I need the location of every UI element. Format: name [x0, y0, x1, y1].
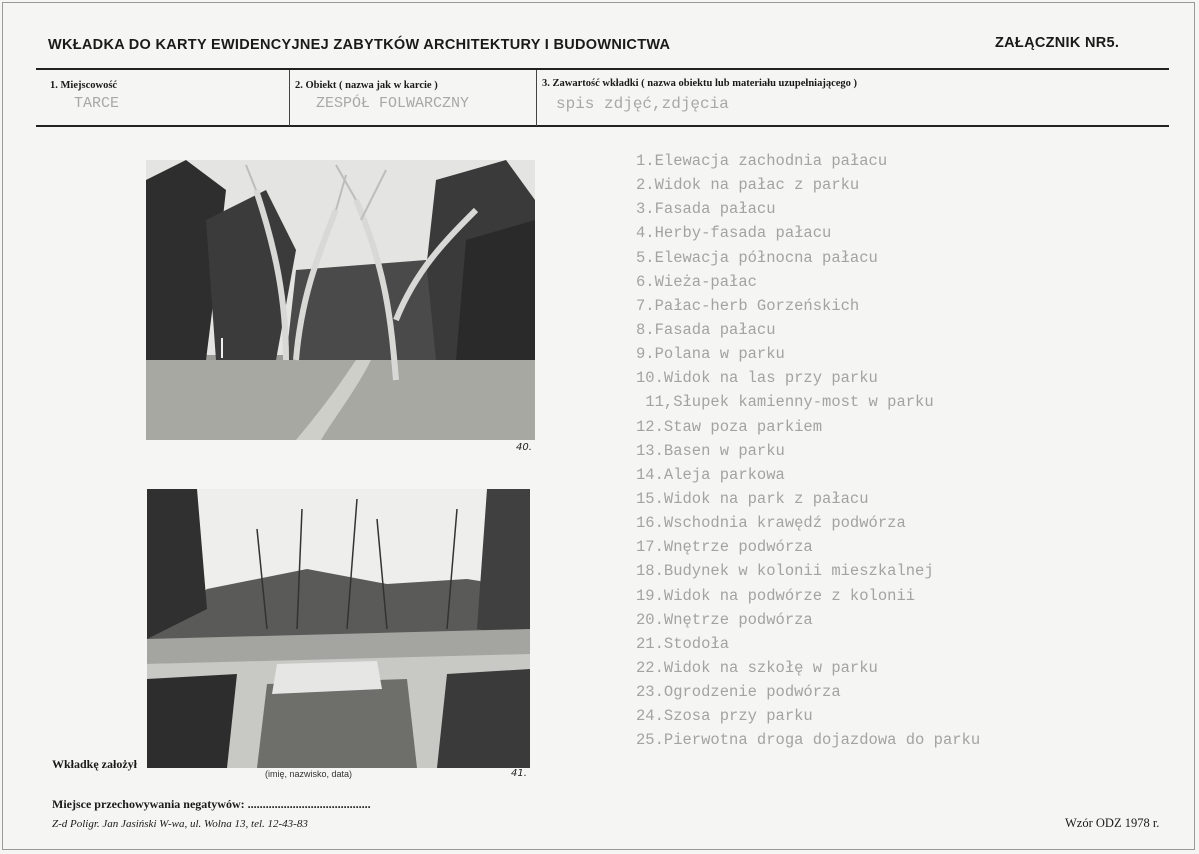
list-item: 5.Elewacja północna pałacu: [636, 248, 878, 267]
list-item: 18.Budynek w kolonii mieszkalnej: [636, 562, 934, 581]
list-item: 6.Wieża-pałac: [636, 272, 757, 291]
photo-park-pond: [147, 489, 530, 768]
field-divider-2: [536, 70, 537, 126]
list-item: 25.Pierwotna droga dojazdowa do parku: [636, 731, 981, 750]
list-item: 13.Basen w parku: [636, 441, 785, 460]
list-item: 23.Ogrodzenie podwórza: [636, 683, 841, 702]
photo-park-path: [146, 160, 535, 440]
object-label: 2. Obiekt ( nazwa jak w karcie ): [295, 80, 438, 91]
photo2-number: 41.: [511, 768, 527, 779]
list-item: 4.Herby-fasada pałacu: [636, 224, 832, 243]
list-item: 21.Stodoła: [636, 634, 730, 653]
list-item: 22.Widok na szkołę w parku: [636, 658, 878, 677]
list-item: 7.Pałac-herb Gorzeńskich: [636, 296, 860, 315]
list-item: 3.Fasada pałacu: [636, 200, 776, 219]
locality-value: TARCE: [74, 95, 120, 112]
locality-label: 1. Miejscowość: [50, 80, 118, 91]
list-item: 10.Widok na las przy parku: [636, 369, 878, 388]
content-label: 3. Zawartość wkładki ( nazwa obiektu lub materiału uzupełniającego ): [542, 78, 858, 89]
annex-number: ZAŁĄCZNIK NR5.: [995, 35, 1120, 51]
list-item: 1.Elewacja zachodnia pałacu: [636, 152, 888, 170]
field-divider-1: [289, 70, 290, 126]
list-item: 12.Staw poza parkiem: [636, 417, 823, 436]
object-value: ZESPÓŁ FOLWARCZNY: [316, 95, 470, 112]
form-model: Wzór ODZ 1978 r.: [1065, 816, 1160, 830]
photo-list: [636, 149, 980, 753]
photo1-number: 40.: [516, 442, 532, 453]
document-title: WKŁADKA DO KARTY EWIDENCYJNEJ ZABYTKÓW ARCHITEKTURY I BUDOWNICTWA: [48, 37, 671, 53]
header-bottom-rule: [36, 125, 1169, 127]
list-item: 20.Wnętrze podwórza: [636, 610, 813, 629]
list-item: 19.Widok na podwórze z kolonii: [636, 586, 916, 605]
list-item: 16.Wschodnia krawędź podwórza: [636, 514, 906, 533]
inserted-by-caption: (imię, nazwisko, data): [265, 769, 353, 779]
negatives-location: Miejsce przechowywania negatywów: .........................................: [52, 797, 371, 811]
list-item: 17.Wnętrze podwórza: [636, 538, 813, 557]
list-item: 11,Słupek kamienny-most w parku: [636, 393, 934, 412]
list-item: 24.Szosa przy parku: [636, 707, 813, 726]
header-top-rule: [36, 68, 1169, 70]
list-item: 15.Widok na park z pałacu: [636, 489, 869, 508]
list-item: 9.Polana w parku: [636, 345, 785, 364]
inserted-by-label: Wkładkę założył: [52, 757, 138, 771]
printer-info: Z-d Poligr. Jan Jasiński W-wa, ul. Wolna 13, tel. 12-43-83: [52, 818, 308, 830]
list-item: 14.Aleja parkowa: [636, 465, 785, 484]
list-item: 2.Widok na pałac z parku: [636, 176, 860, 195]
content-value: spis zdjęć,zdjęcia: [556, 95, 729, 113]
list-item: 8.Fasada pałacu: [636, 320, 776, 339]
